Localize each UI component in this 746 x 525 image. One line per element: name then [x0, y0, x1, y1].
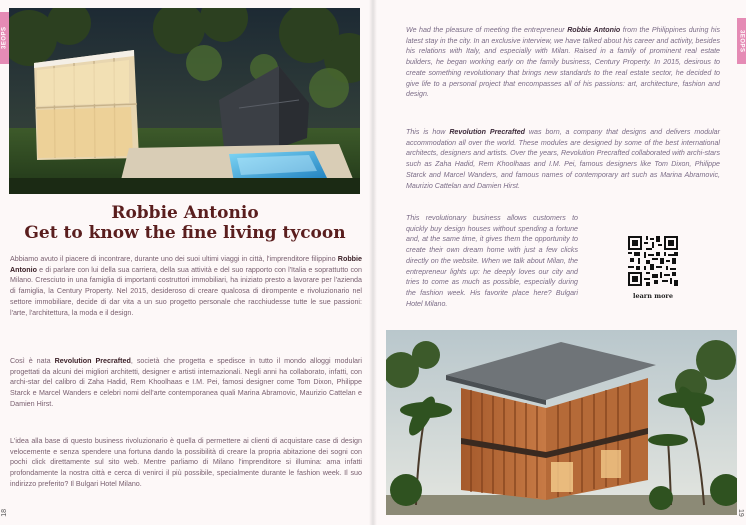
- paragraph-text: , società che progetta e spedisce in tutto il mondo alloggi modulari progettati da alcuni dei migliori architetti, designer e artisti internazionali. Negli anni ha collaborato, infatti, con archi-star del calibro di Zaha Hadid, Rem Khoolhaas e I.M. Pei, famosi designer come Tom Dixon, Philippe Starck e Marcel Wanders e celebri nomi dell'arte contemporanea quali Marina Abramovic, Maurizio Cattelan e Damien Hirst.: [10, 357, 362, 408]
- binding-gutter: [369, 0, 377, 525]
- italian-paragraph-3: L'idea alla base di questo business rivoluzionario è quella di permettere ai clienti di acquistare case di design velocemente e senza spendere una fortuna dando la possibilità di creare la propria abitazione dei sogni con pochi click direttamente sul sito web. Mentre parliamo di Milano l'imprenditore si illumina: ama infatti profondamente la nostra città e cerca di venirci il più possibile, specialmente durante le fashion week. Il suo indirizzo preferito? Il Bulgari Hotel Milano.: [10, 437, 362, 488]
- page-number-left: 18: [1, 509, 8, 517]
- paragraph-text: was born, a company that designs and delivers modular accommodation all over the world. These modules are designed by some of the best international architects, designers and artists. Over the years, Revolution Precrafted collaborated with archi-stars such as Zaha Hadid, Rem Khoolhaas and I.M. Pei, famous designers like Tom Dixon, Philippe Starck and Marcel Wanders, and famous names of contemporary art such as Marina Abramovic, Maurizio Cattelan and Damien Hirst.: [406, 128, 720, 190]
- article-title-tagline: Get to know the fine living tycoon: [24, 223, 346, 243]
- person-name: Robbie Antonio: [567, 26, 621, 34]
- article-title-name: Robbie Antonio: [111, 203, 259, 223]
- page-number-right: 19: [737, 509, 744, 517]
- qr-code-label: learn more: [632, 292, 673, 300]
- company-name: Revolution Precrafted: [54, 357, 131, 365]
- paragraph-text: e di parlare con lui della sua carriera, della sua attività e del suo rapporto con l'Italia e soprattutto con Milano. Cresciuto in una famiglia di importanti costruttori immobiliari, ha iniziato presto a lavorare per l'azienda di famiglia, la Century Property. Nel 2015, desideroso di creare qualcosa di dirompente e rivoluzionario nel settore immobiliare, decide di dar vita a un suo progetto personale che racchiudesse tutte le sue passioni: l'arte, l'architettura, la moda e il design.: [10, 265, 362, 317]
- paragraph-text: We had the pleasure of meeting the entrepreneur: [406, 26, 568, 34]
- paragraph-text: from the Philippines during his latest stay in the city. In an exclusive interview, we have talked about his career and activity, besides his relations with Italy, and especially with Milan. Raised in a family of prominent real estate builders, he began working early on the family business, Century Property. In 2015, desirous to create something revolutionary that brings new standards to the real estate sector, he decided to give life to a personal project that encompasses all of his passions: art, architecture, fashion and design.: [406, 26, 721, 99]
- english-paragraph-3: This revolutionary business allows customers to quickly buy design houses without spending a fortune and, at the same time, it gives them the opportunity to create their own dream home with just a few clicks directly on the website. When we talk about Milan, the entrepreneur lights up: he deeply loves our city and tries to come as much as possible, especially during the fashion week. His favorite place here? Bulgari Hotel Milano.: [406, 214, 578, 308]
- qr-code-icon: [628, 236, 678, 286]
- paragraph-text: This is how: [406, 128, 450, 136]
- paragraph-text: Abbiamo avuto il piacere di incontrare, durante uno dei suoi ultimi viaggi in città, l'imprenditore filippino: [10, 255, 338, 263]
- qr-code-link[interactable]: [627, 236, 679, 300]
- modular-building-photo: [386, 330, 737, 515]
- building-illustration: [386, 330, 737, 515]
- villa-illustration: [9, 8, 360, 194]
- italian-paragraph-2: [10, 356, 362, 410]
- villa-pool-photo: [9, 8, 360, 194]
- paragraph-text: Così è nata: [10, 357, 55, 365]
- company-name: Revolution Precrafted: [449, 128, 525, 136]
- section-tab-left: 3EOPS: [0, 12, 9, 64]
- person-name: Robbie Antonio: [10, 255, 362, 274]
- article-headline: [10, 203, 360, 243]
- english-paragraph-1: [406, 25, 720, 100]
- section-tab-right: 3EOPS: [737, 18, 746, 64]
- italian-paragraph-1: [10, 254, 362, 318]
- english-paragraph-2: [406, 127, 720, 191]
